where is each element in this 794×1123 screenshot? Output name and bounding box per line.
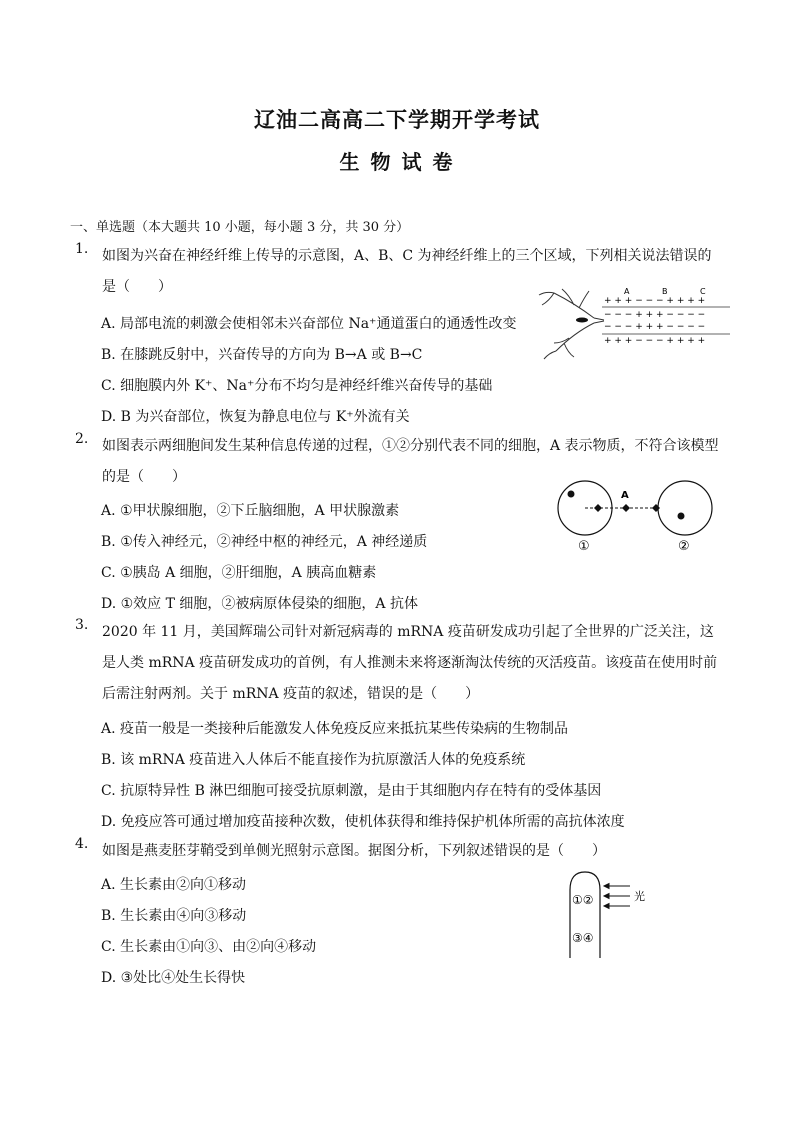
option: D. B 为兴奋部位，恢复为静息电位与 K⁺外流有关: [101, 409, 410, 425]
signal-label: A: [621, 490, 629, 501]
option: C. 抗原特异性 B 淋巴细胞可接受抗原刺激，是由于其细胞内存在特有的受体基因: [101, 783, 602, 799]
charge-row-4: + + + − − − + + + +: [604, 336, 706, 346]
coleoptile-outline: [570, 872, 600, 958]
charge-row-1: + + + − − − + + + +: [604, 296, 706, 306]
region-label-c: C: [700, 287, 706, 296]
charge-row-3: − − − + + + − − − −: [604, 322, 706, 332]
question-number: 4.: [75, 836, 89, 852]
light-label: 光: [634, 890, 645, 903]
cell-2: [658, 481, 712, 535]
nucleus: [576, 318, 588, 323]
option: D. ①效应 T 细胞，②被病原体侵染的细胞，A 抗体: [101, 596, 418, 612]
nerve-fiber-figure: [534, 283, 734, 363]
cell-signal-figure: [554, 478, 724, 554]
option: B. ①传入神经元，②神经中枢的神经元，A 神经递质: [101, 534, 428, 550]
question-3: [75, 617, 724, 710]
option: C. 细胞膜内外 K⁺、Na⁺分布不均匀是神经纤维兴奋传导的基础: [101, 378, 493, 394]
option: A. ①甲状腺细胞，②下丘脑细胞，A 甲状腺激素: [101, 503, 400, 519]
question-text: 如图为兴奋在神经纤维上传导的示意图，A、B、C 为神经纤维上的三个区域，下列相关说法错误的是（ ）: [102, 248, 712, 295]
option: A. 局部电流的刺激会使相邻未兴奋部位 Na⁺通道蛋白的通透性改变: [101, 316, 517, 332]
option: C. 生长素由①向③、由②向④移动: [101, 939, 317, 955]
question-number: 3.: [75, 617, 89, 633]
region-label-a: A: [624, 287, 630, 296]
light-arrows: [604, 884, 630, 909]
region-label-b: B: [662, 287, 668, 296]
option: A. 生长素由②向①移动: [101, 877, 247, 893]
neuron-cell-body: [539, 289, 604, 359]
cell-1-label: ①: [578, 539, 590, 554]
option: B. 在膝跳反射中，兴奋传导的方向为 B→A 或 B→C: [101, 347, 423, 363]
option: B. 该 mRNA 疫苗进入人体后不能直接作为抗原激活人体的免疫系统: [101, 752, 526, 768]
option: C. ①胰岛 A 细胞，②肝细胞，A 胰高血糖素: [101, 565, 377, 581]
question-text: 如图是燕麦胚芽鞘受到单侧光照射示意图。据图分析，下列叙述错误的是（ ）: [102, 843, 606, 859]
option: D. ③处比④处生长得快: [101, 970, 246, 986]
question-number: 1.: [75, 241, 89, 257]
question-4: [75, 836, 724, 867]
option: B. 生长素由④向③移动: [101, 908, 247, 924]
cell-2-label: ②: [678, 539, 690, 554]
charge-row-2: − − − + + + − − − −: [604, 310, 706, 320]
option: D. 免疫应答可通过增加疫苗接种次数，使机体获得和维持保护机体所需的高抗体浓度: [101, 814, 625, 830]
question-number: 2.: [75, 431, 89, 447]
section-heading: 一、单选题（本大题共 10 小题，每小题 3 分，共 30 分）: [70, 220, 410, 235]
coleoptile-figure: [566, 868, 666, 960]
coleoptile-top-label: ①②: [572, 893, 594, 907]
question-text: 如图表示两细胞间发生某种信息传递的过程，①②分别代表不同的细胞，A 表示物质，不符合该模型的是（ ）: [102, 438, 719, 485]
exam-title: 辽油二高高二下学期开学考试: [254, 107, 540, 132]
exam-subtitle: 生 物 试 卷: [339, 150, 455, 174]
option: A. 疫苗一般是一类接种后能激发人体免疫反应来抵抗某些传染病的生物制品: [101, 721, 569, 737]
question-text: 2020 年 11 月，美国辉瑞公司针对新冠病毒的 mRNA 疫苗研发成功引起了全世界的广泛关注，这是人类 mRNA 疫苗研发成功的首例，有人推测未来将逐渐淘汰传统的灭活疫苗。该疫苗在使用时前后需注射两剂。关于 mRNA 疫苗的叙述，错误的是（ ）: [102, 624, 718, 702]
coleoptile-bottom-label: ③④: [572, 931, 594, 945]
